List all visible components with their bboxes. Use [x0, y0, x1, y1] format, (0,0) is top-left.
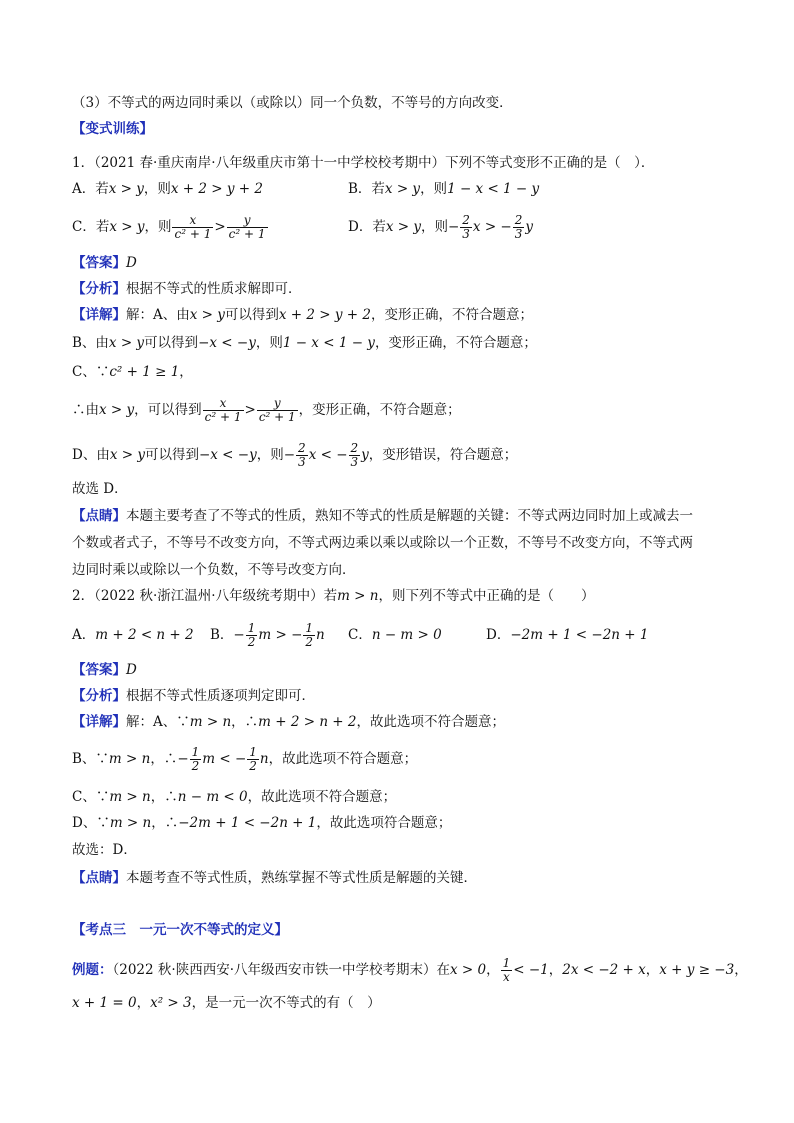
fraction: $\frac{x}{\text{c² + 1}}$ [174, 213, 212, 241]
q2-analysis: 【分析】根据不等式性质逐项判定即可． [72, 688, 315, 704]
q1-stem: 1．（2021 春·重庆南岸·八年级重庆市第十一中学校校考期中）下列不等式变形不正确的是（ ）． [72, 155, 655, 171]
fraction: $\frac{2}{3}$ [514, 213, 523, 241]
q2-option-d: D．−2m + 1 < −2n + 1 [486, 627, 649, 643]
fraction: $\frac{2}{3}$ [350, 441, 359, 469]
fraction: $\frac{y}{\text{c² + 1}}$ [228, 213, 266, 241]
q1-comment-line2: 个数或者式子，不等号不改变方向，不等式两边乘以乘以或除以一个正数，不等号不改变方向，不等式两 [72, 535, 693, 551]
q1-option-c: C．若x > y，则 $\frac{x}{\text{c² + 1}}$ > $\frac{y}{\text{c² + 1}}$ [72, 213, 266, 241]
fraction: $\frac{2}{3}$ [298, 441, 306, 469]
q1-detail-d: D、由x > y可以得到−x < −y，则− $\frac{2}{3}$ x < − $\frac{2}{3}$ y，变形错误，符合题意； [72, 441, 518, 469]
q1-detail-c2: ∴由x > y，可以得到 $\frac{x}{\text{c² + 1}}$ > $\frac{y}{\text{c² + 1}}$ ，变形正确，不符合题意； [72, 396, 461, 424]
example-question-line2: x + 1 = 0，x² > 3，是一元一次不等式的有（ ） [72, 995, 381, 1011]
q2-option-c: C．n − m > 0 [348, 627, 442, 643]
section-practice-title: 【变式训练】 [72, 121, 153, 137]
q1-detail-c: C、∵c² + 1 ≥ 1， [72, 364, 193, 380]
q2-answer: 【答案】D [72, 662, 137, 678]
q2-detail-b: B、∵m > n，∴− $\frac{1}{2}$ m < − $\frac{1}{2}$ n，故此选项不符合题意； [72, 745, 418, 773]
q1-comment-line3: 边同时乘以或除以一个负数，不等号改变方向． [72, 562, 356, 578]
q1-comment: 【点睛】本题主要考查了不等式的性质，熟知不等式的性质是解题的关键：不等式两边同时加上或减去一 [72, 508, 693, 524]
q2-comment: 【点睛】本题考查不等式性质，熟练掌握不等式性质是解题的关键． [72, 870, 477, 886]
q1-conclusion: 故选 D． [72, 481, 128, 497]
q2-option-b: B．− $\frac{1}{2}$ m > − $\frac{1}{2}$ n [210, 621, 325, 649]
fraction: $\frac{x}{\text{c² + 1}}$ [204, 396, 242, 424]
fraction: $\frac{1}{2}$ [249, 745, 257, 773]
fraction: $\frac{2}{3}$ [462, 213, 470, 241]
q2-detail-c: C、∵m > n，∴n − m < 0，故此选项不符合题意； [72, 789, 397, 805]
fraction: $\frac{1}{2}$ [191, 745, 200, 773]
fraction: $\frac{y}{\text{c² + 1}}$ [258, 396, 296, 424]
section-3-title: 【考点三 一元一次不等式的定义】 [72, 922, 288, 938]
q2-detail-a: 【详解】解：A、∵m > n，∴m + 2 > n + 2，故此选项不符合题意； [72, 714, 505, 730]
q2-option-a: A．m + 2 < n + 2 [72, 627, 194, 643]
fraction: $\frac{1}{2}$ [247, 621, 256, 649]
example-question: 例题：（2022 秋·陕西西安·八年级西安市铁一中学校考期末）在x > 0， $\frac{1}{x}$ < −1，2x < −2 + x，x + y ≥ −3， [72, 956, 748, 984]
q1-detail-b: B、由x > y可以得到−x < −y，则1 − x < 1 − y，变形正确，不符合题意； [72, 335, 537, 351]
q2-stem: 2．（2022 秋·浙江温州·八年级统考期中）若m > n，则下列不等式中正确的是（ ） [72, 588, 595, 604]
q1-option-a: A．若x > y，则x + 2 > y + 2 [72, 181, 263, 197]
q1-analysis: 【分析】根据不等式的性质求解即可． [72, 281, 302, 297]
q2-detail-d: D、∵m > n，∴−2m + 1 < −2n + 1，故此选项符合题意； [72, 815, 452, 831]
fraction: $\frac{1}{x}$ [502, 956, 511, 984]
rule-3: （3）不等式的两边同时乘以（或除以）同一个负数，不等号的方向改变． [72, 95, 513, 111]
fraction: $\frac{1}{2}$ [305, 621, 314, 649]
q1-option-d: D．若x > y，则− $\frac{2}{3}$ x > − $\frac{2}{3}$ y [348, 213, 534, 241]
q2-conclusion: 故选：D． [72, 842, 137, 858]
q1-answer: 【答案】D [72, 255, 137, 271]
q1-detail-a: 【详解】解：A、由x > y可以得到x + 2 > y + 2，变形正确，不符合题意； [72, 307, 533, 323]
q1-option-b: B．若x > y，则1 − x < 1 − y [348, 181, 540, 197]
